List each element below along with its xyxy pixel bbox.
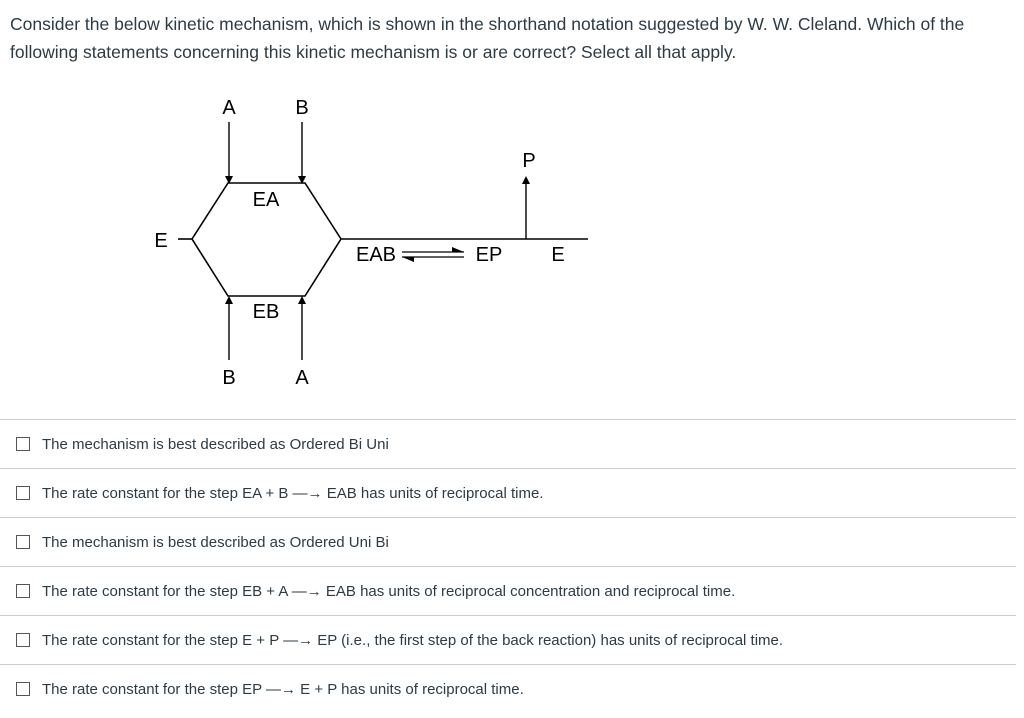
arrow-b-bottom-head: [225, 296, 233, 304]
label-ep: EP: [475, 244, 503, 266]
answer-option[interactable]: [0, 517, 1016, 566]
arrow-p-head: [522, 176, 530, 184]
answer-option[interactable]: [0, 566, 1016, 615]
label-b-top: B: [295, 97, 309, 119]
answer-checkbox[interactable]: [16, 633, 30, 647]
answer-label: The rate constant for the step E + P —→ EP (i.e., the first step of the back reaction) has units of reciprocal time.: [42, 631, 784, 649]
answer-checkbox[interactable]: [16, 535, 30, 549]
answer-checkbox[interactable]: [16, 682, 30, 696]
answer-checkbox[interactable]: [16, 584, 30, 598]
answer-option[interactable]: [0, 468, 1016, 517]
label-a-bottom: A: [295, 367, 309, 389]
answer-checkbox[interactable]: [16, 437, 30, 451]
equilibrium-forward-head: [452, 247, 464, 252]
equilibrium-reverse-head: [402, 257, 414, 262]
answer-option[interactable]: [0, 615, 1016, 664]
label-a-top: A: [222, 97, 236, 119]
answer-label: The mechanism is best described as Ordered Uni Bi: [42, 533, 389, 551]
label-b-bottom: B: [222, 367, 236, 389]
answer-label: The rate constant for the step EA + B —→ EAB has units of reciprocal time.: [42, 484, 544, 502]
answer-option[interactable]: [0, 664, 1016, 713]
answer-option[interactable]: [0, 419, 1016, 468]
answer-list: [0, 419, 1016, 713]
label-p: P: [522, 150, 536, 172]
label-ea: EA: [252, 189, 280, 211]
label-eb: EB: [252, 301, 280, 323]
answer-label: The mechanism is best described as Ordered Bi Uni: [42, 435, 389, 453]
label-e-right: E: [551, 244, 565, 266]
answer-label: The rate constant for the step EB + A —→ EAB has units of reciprocal concentration and reciprocal time.: [42, 582, 736, 600]
label-eab: EAB: [355, 244, 397, 266]
label-e-left: E: [154, 230, 168, 252]
answer-checkbox[interactable]: [16, 486, 30, 500]
arrow-a-bottom-head: [298, 296, 306, 304]
question-text: Consider the below kinetic mechanism, which is shown in the shorthand notation suggested by W. W. Cleland. Which of the following statements concerning this kinetic mechanism is or are correct? Select all that apply.: [10, 14, 965, 62]
answer-label: The rate constant for the step EP —→ E + P has units of reciprocal time.: [42, 680, 524, 698]
